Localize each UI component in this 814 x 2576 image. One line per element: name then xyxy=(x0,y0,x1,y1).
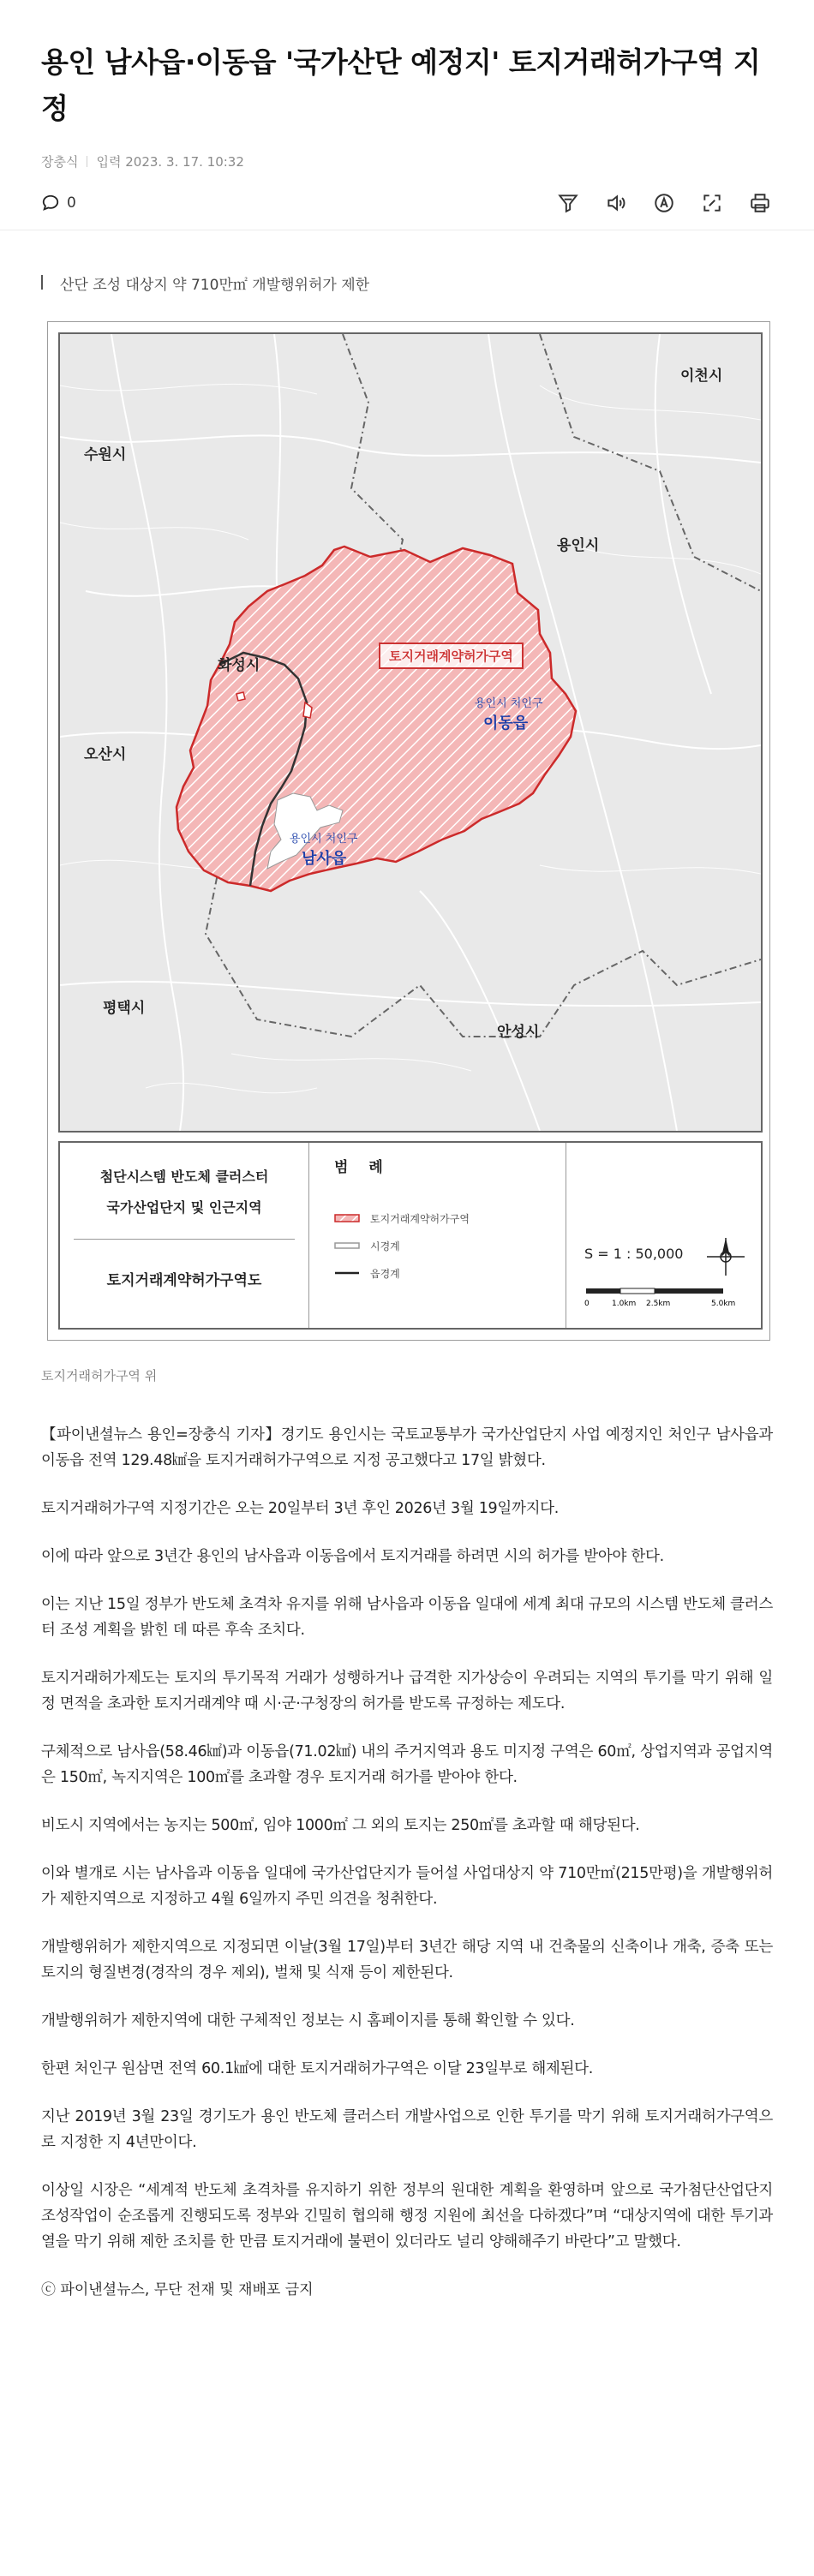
article-paragraph: 이상일 시장은 “세계적 반도체 초격차를 유지하기 위한 정부의 원대한 계획을 환영하며 앞으로 국가첨단산업단지 조성작업이 순조롭게 진행되도록 정부와 긴밀히 협의해 행정 지원에 최선을 다하겠다”며 “대상지역에 대한 투기과열을 막기 위해 제한 조치를 한 만큼 토지거래에 불편이 있더라도 널리 양해해주기 바란다”고 말했다. xyxy=(41,2182,773,2250)
article-body xyxy=(41,1422,773,2298)
print-button[interactable] xyxy=(747,190,773,216)
legend-title-divider xyxy=(74,1239,295,1240)
label-icheon: 이천시 xyxy=(680,368,723,385)
figure-caption: 토지거래허가구역 위 xyxy=(41,1368,158,1384)
article-paragraph: 이와 별개로 시는 남사읍과 이동읍 일대에 국가산업단지가 들어설 사업대상지 약 710만㎡(215만평)을 개발행위허가 제한지역으로 지정하고 4월 6일까지 주민 의견을 청취한다. xyxy=(41,1865,773,1908)
expand-icon xyxy=(701,192,723,214)
scale-tick-0: 0 xyxy=(584,1300,590,1308)
byline xyxy=(41,152,244,170)
legend-item-city xyxy=(334,1232,470,1259)
article-subtitle: 산단 조성 대상지 약 710만㎡ 개발행위허가 제한 xyxy=(41,272,369,294)
article-paragraph: 지난 2019년 3월 23일 경기도가 용인 반도체 클러스터 개발사업으로 인한 투기를 막기 위해 토지거래허가구역으로 지정한 지 4년만이다. xyxy=(41,2108,773,2151)
scale-tick-1: 1.0km xyxy=(612,1300,637,1308)
label-yongin: 용인시 xyxy=(557,537,600,554)
reporter-name[interactable]: 장충식 xyxy=(41,154,79,170)
legend-item-label: 읍경계 xyxy=(370,1267,400,1280)
scale-bar xyxy=(584,1287,739,1314)
legend-title-line2: 국가산업단지 및 인근지역 xyxy=(106,1199,262,1216)
legend-item-zone xyxy=(334,1204,470,1232)
article-paragraph: 토지거래허가구역 지정기간은 오는 20일부터 3년 후인 2026년 3월 19일까지다. xyxy=(41,1500,560,1517)
legend-title-panel xyxy=(60,1143,309,1328)
article-paragraph: 토지거래허가제도는 토지의 투기목적 거래가 성행하거나 급격한 지가상승이 우려되는 지역의 투기를 막기 위해 일정 면적을 초과한 토지거래계약 때 시·군·구청장의 허가를 받도록 규정하는 제도다. xyxy=(41,1670,773,1712)
listen-button[interactable] xyxy=(603,190,629,216)
print-icon xyxy=(749,192,771,214)
legend-items xyxy=(334,1204,470,1287)
map-legend xyxy=(58,1141,763,1330)
legend-item-eup xyxy=(334,1259,470,1287)
legend-title-line3: 토지거래계약허가구역도 xyxy=(106,1272,262,1289)
article-figure xyxy=(47,321,770,1341)
publish-date: 입력 2023. 3. 17. 10:32 xyxy=(96,154,244,170)
article-paragraph: 구체적으로 남사읍(58.46㎢)과 이동읍(71.02㎢) 내의 주거지역과 용도 미지정 구역은 60㎡, 상업지역과 공업지역은 150㎡, 녹지지역은 100㎡를 초과할 경우 토지거래 허가를 받아야 한다. xyxy=(41,1743,773,1786)
comment-count: 0 xyxy=(67,194,76,212)
comment-button[interactable] xyxy=(41,194,76,212)
filter-icon xyxy=(557,192,579,214)
article-paragraph: 한편 처인구 원삼면 전역 60.1㎢에 대한 토지거래허가구역은 이달 23일부로 해제된다. xyxy=(41,2060,594,2077)
article-title: 용인 남사읍·이동읍 '국가산단 예정지' 토지거래허가구역 지정 xyxy=(41,45,761,125)
label-idong: 이동읍 xyxy=(483,714,529,732)
article-paragraph: 개발행위허가 제한지역으로 지정되면 이날(3월 17일)부터 3년간 해당 지역 내 건축물의 신축이나 개축, 증축 또는 토지의 형질변경(경작의 경우 제외), 벌채 및 식재 등이 제한된다. xyxy=(41,1939,773,1981)
filter-button[interactable] xyxy=(555,190,581,216)
article-paragraph: 이는 지난 15일 정부가 반도체 초격차 유지를 위해 남사읍과 이동읍 일대에 세계 최대 규모의 시스템 반도체 클러스터 조성 계획을 밝힌 데 따른 후속 조치다. xyxy=(41,1596,773,1639)
north-arrow-icon xyxy=(704,1235,747,1278)
expand-button[interactable] xyxy=(699,190,725,216)
label-idong-district: 용인시 처인구 xyxy=(475,697,543,710)
label-namsa: 남사읍 xyxy=(302,850,347,868)
font-size-icon xyxy=(653,192,675,214)
legend-heading: 범례 xyxy=(334,1159,404,1176)
legend-item-label: 토지거래계약허가구역 xyxy=(370,1212,470,1225)
city-line-icon xyxy=(334,1241,360,1250)
scale-tick-2: 2.5km xyxy=(646,1300,671,1308)
scale-tick-3: 5.0km xyxy=(711,1300,736,1308)
zone-map xyxy=(58,332,763,1133)
font-size-button[interactable] xyxy=(651,190,677,216)
legend-item-label: 시경계 xyxy=(370,1240,400,1252)
article-paragraph: 비도시 지역에서는 농지는 500㎡, 임야 1000㎡ 그 외의 토지는 250㎡를 초과할 때 해당된다. xyxy=(41,1817,640,1834)
legend-title-line1: 첨단시스템 반도체 클러스터 xyxy=(99,1168,269,1185)
speaker-icon xyxy=(605,192,627,214)
copyright-notice: ⓒ 파이낸셜뉴스, 무단 전재 및 재배포 금지 xyxy=(41,2281,314,2298)
comment-icon xyxy=(41,194,60,212)
article-toolbar xyxy=(555,190,773,216)
label-osan: 오산시 xyxy=(84,746,127,763)
zone-swatch-icon xyxy=(334,1214,360,1222)
eup-line-icon xyxy=(334,1269,360,1277)
label-namsa-district: 용인시 처인구 xyxy=(290,833,358,846)
article-paragraph: 개발행위허가 제한지역에 대한 구체적인 정보는 시 홈페이지를 통해 확인할 수 있다. xyxy=(41,2012,575,2029)
article-paragraph: 【파이낸셜뉴스 용인=장충식 기자】경기도 용인시는 국토교통부가 국가산업단지 사업 예정지인 처인구 남사읍과 이동읍 전역 129.48㎢을 토지거래허가구역으로 지정 공고했다고 17일 밝혔다. xyxy=(41,1426,773,1469)
label-suwon: 수원시 xyxy=(84,446,127,463)
label-pyeongtaek: 평택시 xyxy=(103,1000,146,1017)
label-anseong: 안성시 xyxy=(497,1024,540,1041)
article-paragraph: 이에 따라 앞으로 3년간 용인의 남사읍과 이동읍에서 토지거래를 하려면 시의 허가를 받아야 한다. xyxy=(41,1548,664,1565)
zone-map-drawing xyxy=(60,334,761,1131)
scale-bar-graphic xyxy=(584,1287,739,1311)
label-hwaseong: 화성시 xyxy=(218,657,260,674)
permit-zone-tag: 토지거래계약허가구역 xyxy=(379,643,524,669)
pond xyxy=(236,692,245,701)
map-scale: S = 1 : 50,000 xyxy=(584,1246,684,1262)
